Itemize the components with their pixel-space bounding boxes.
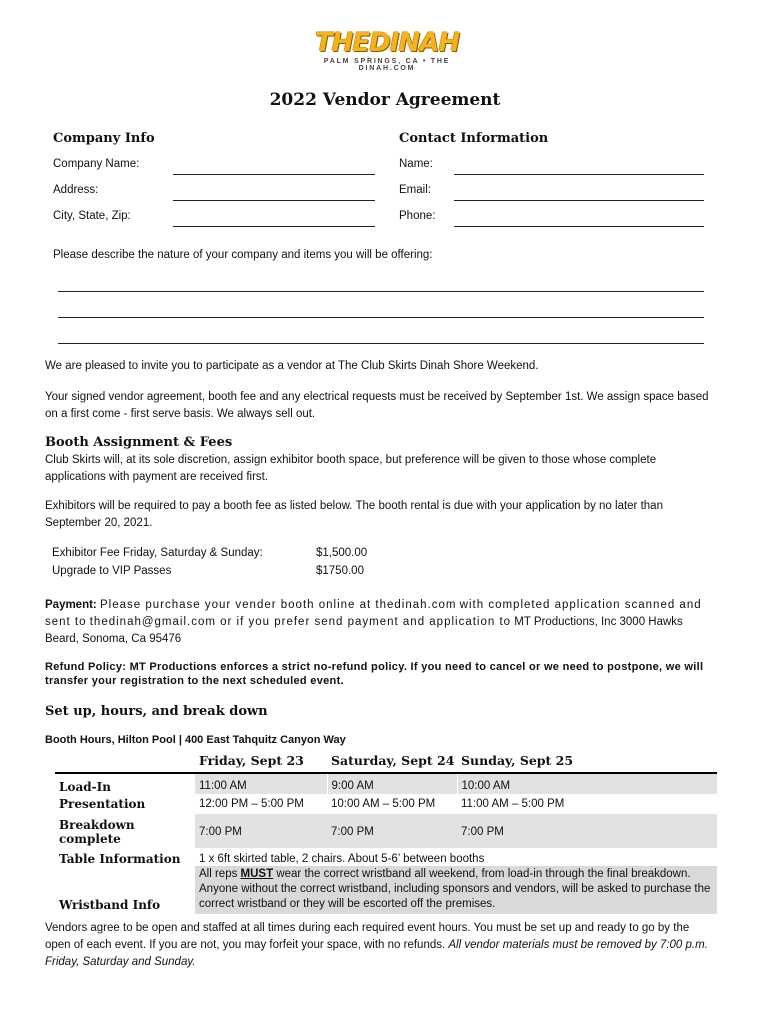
refund-label: Refund Policy:	[45, 661, 127, 673]
schedule-row-table-info	[55, 848, 717, 866]
row-label-wristband: Wristband Info	[59, 898, 161, 912]
schedule-row-breakdown	[55, 814, 717, 848]
closing-paragraph	[45, 920, 715, 971]
table-info-text: 1 x 6ft skirted table, 2 chairs. About 5-6’ between booths	[199, 853, 485, 865]
description-line-1[interactable]	[58, 291, 704, 292]
load-in-friday: 11:00 AM	[195, 773, 327, 794]
company-info-heading: Company Info	[53, 131, 155, 146]
presentation-sunday: 11:00 AM – 5:00 PM	[461, 798, 565, 810]
wristband-text-post: wear the correct wristband all weekend, from load-in through the final breakdown. Anyone without the correct wristband, including sponsors and vendors, will be asked to purchase the correct wristband or they will be escorted off the premises.	[199, 868, 711, 910]
wristband-info-text	[195, 866, 717, 914]
describe-prompt: Please describe the nature of your company and items you will be offering:	[53, 249, 433, 261]
contact-name-field[interactable]	[454, 174, 704, 175]
fee-amount-exhibitor: $1,500.00	[316, 547, 368, 559]
description-line-2[interactable]	[58, 317, 704, 318]
description-line-3[interactable]	[58, 343, 704, 344]
booth-paragraph-1: Club Skirts will, at its sole discretion, assign exhibitor booth space, but preference will be given to those whose complete applications with payment are received first.	[45, 454, 657, 483]
payment-label: Payment:	[45, 599, 97, 611]
payment-paragraph	[45, 597, 715, 648]
setup-heading: Set up, hours, and break down	[45, 704, 268, 719]
wristband-must: MUST	[240, 868, 274, 880]
row-label-breakdown: Breakdown complete	[59, 818, 135, 846]
presentation-friday: 12:00 PM – 5:00 PM	[199, 798, 304, 810]
booth-hours-location: Booth Hours, Hilton Pool | 400 East Tahquitz Canyon Way	[45, 734, 346, 746]
schedule-header-row	[55, 753, 717, 773]
payment-text-a: Please purchase your vender booth online at thedinah.com	[99, 599, 457, 611]
load-in-saturday: 9:00 AM	[327, 773, 457, 794]
page-title: 2022 Vendor Agreement	[269, 90, 501, 110]
address-field[interactable]	[173, 200, 375, 201]
day-saturday: Saturday, Sept 24	[331, 753, 455, 768]
intro-paragraph-2: Your signed vendor agreement, booth fee and any electrical requests must be received by September 1st. We assign space based on a first come - first serve basis. We always sell out.	[45, 391, 709, 420]
company-name-label: Company Name:	[53, 158, 140, 170]
wristband-text-pre: All reps	[199, 868, 241, 880]
closing-text: Vendors agree to be open and staffed at all times during each required event hours. You must be set up and ready to go by the open of each event. If you are not, you may forfeit your space, with no refunds.	[45, 922, 690, 951]
booth-heading: Booth Assignment & Fees	[45, 435, 233, 450]
the-dinah-logo	[294, 30, 480, 72]
row-label-presentation: Presentation	[59, 797, 146, 811]
row-label-load-in: Load-In	[59, 780, 111, 794]
schedule-row-load-in	[55, 773, 717, 794]
refund-policy	[45, 660, 715, 688]
day-friday: Friday, Sept 23	[199, 753, 304, 768]
email-label: Email:	[399, 184, 431, 196]
breakdown-sunday: 7:00 PM	[457, 814, 717, 848]
contact-info-heading: Contact Information	[399, 131, 549, 146]
breakdown-friday: 7:00 PM	[195, 814, 327, 848]
intro-paragraph-1: We are pleased to invite you to participate as a vendor at The Club Skirts Dinah Shore Weekend.	[45, 360, 539, 372]
phone-label: Phone:	[399, 210, 436, 222]
refund-text: MT Productions enforces a strict no-refund policy. If you need to cancel or we need to postpone, we will transfer your registration to the next scheduled event.	[45, 661, 704, 687]
logo-tagline: PALM SPRINGS, CA • THE DINAH.COM	[323, 58, 451, 72]
breakdown-saturday: 7:00 PM	[327, 814, 457, 848]
payment-address: MT Productions, Inc 3000 Hawks Beard, Sonoma, Ca 95476	[45, 616, 683, 645]
row-label-table-info: Table Information	[59, 852, 181, 866]
booth-paragraph-2: Exhibitors will be required to pay a booth fee as listed below. The booth rental is due with your application by no later than September 20, 2021.	[45, 500, 663, 529]
schedule-row-presentation	[55, 794, 717, 814]
logo-wordmark: THEDINAH	[314, 28, 460, 58]
contact-name-label: Name:	[399, 158, 433, 170]
city-state-zip-field[interactable]	[173, 226, 375, 227]
fee-label-vip: Upgrade to VIP Passes	[52, 565, 172, 577]
presentation-saturday: 10:00 AM – 5:00 PM	[331, 798, 436, 810]
fee-amount-vip: $1750.00	[316, 565, 364, 577]
day-sunday: Sunday, Sept 25	[461, 753, 574, 768]
company-name-field[interactable]	[173, 174, 375, 175]
load-in-sunday: 10:00 AM	[457, 773, 717, 794]
address-label: Address:	[53, 184, 99, 196]
closing-italic-text: All vendor materials must be removed by 7:00 p.m. Friday, Saturday and Sunday.	[45, 939, 708, 968]
email-field[interactable]	[454, 200, 704, 201]
schedule-row-wristband	[55, 866, 717, 914]
fee-label-exhibitor: Exhibitor Fee Friday, Saturday & Sunday:	[52, 547, 263, 559]
payment-email: thedinah@gmail.com or if you prefer send payment and application to	[89, 616, 512, 628]
phone-field[interactable]	[454, 226, 704, 227]
schedule-table	[55, 753, 717, 914]
city-state-zip-label: City, State, Zip:	[53, 210, 131, 222]
payment-text-b: with completed application scanned and sent to	[45, 599, 702, 628]
